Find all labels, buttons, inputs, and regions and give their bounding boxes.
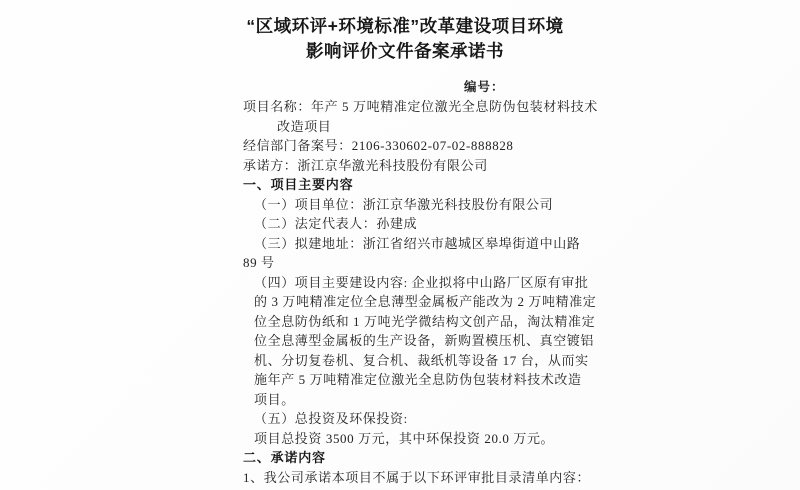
commitment-item-1: 1、我公司承诺本项目不属于以下环评审批目录清单内容： [243,469,591,485]
item-construction-content-line6: 施年产 5 万吨精准定位激光全息防伪包装材料技术改造 [254,372,582,387]
field-filing-number: 经信部门备案号：2106-330602-07-02-888828 [243,138,514,153]
serial-number-label: 编号： [464,80,505,94]
item-proposed-address-line1: （三）拟建地址：浙江省绍兴市越城区皋埠街道中山路 [254,235,581,251]
field-project-name-line2: 改造项目 [277,118,332,134]
section-heading-commitment: 二、承诺内容 [243,450,326,465]
item-investment-heading: （五）总投资及环保投资: [254,411,408,426]
field-project-name-line1: 项目名称：年产 5 万吨精准定位激光全息防伪包装材料技术 [243,99,598,114]
item-construction-content-line7: 项目。 [254,391,295,407]
item-proposed-address-line2: 89 号 [243,255,275,270]
item-investment-detail: 项目总投资 3500 万元，其中环保投资 20.0 万元。 [254,430,555,446]
item-construction-content-line4: 位全息薄型金属板的生产设备，新购置模压机、真空镀铝 [254,333,595,348]
section-heading-project-content: 一、项目主要内容 [243,177,354,192]
item-construction-content-line2: 的 3 万吨精准定位全息薄型金属板产能改为 2 万吨精准定 [254,294,597,309]
item-legal-representative: （二）法定代表人：孙建成 [254,216,418,231]
document-title-line2: 影响评价文件备案承诺书 [306,41,504,61]
document-title-line1: “区域环评+环境标准”改革建设项目环境 [246,16,564,36]
item-construction-content-line5: 机、分切复卷机、复合机、裁纸机等设备 17 台，从而实 [254,352,589,368]
item-project-unit: （一）项目单位：浙江京华激光科技股份有限公司 [254,196,554,212]
field-promisor: 承诺方：浙江京华激光科技股份有限公司 [243,157,488,173]
item-construction-content-line1: （四）项目主要建设内容: 企业拟将中山路厂区原有审批 [254,274,589,290]
document-body [243,97,641,487]
item-construction-content-line3: 位全息防伪纸和 1 万吨光学微结构文创产品，淘汰精准定 [254,313,596,329]
document-title [222,14,588,64]
